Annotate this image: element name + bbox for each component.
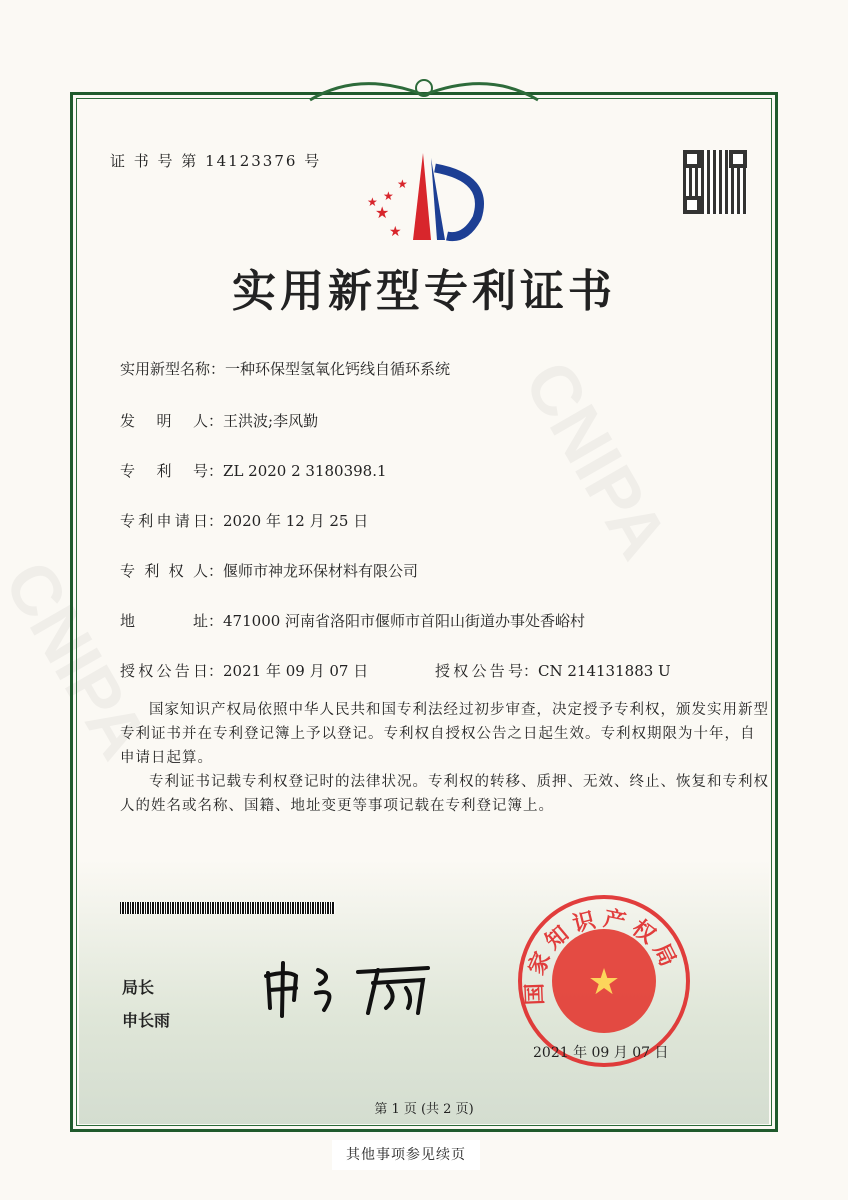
svg-text:★: ★ [383, 189, 394, 203]
page-title: 实用新型专利证书 [232, 266, 616, 317]
signatory-name: 申长雨 [122, 1011, 171, 1030]
svg-text:★: ★ [587, 962, 621, 1003]
svg-text:国家知识产权局: 国家知识产权局 [522, 905, 684, 1006]
field-announce-no: 授权公告号：CN 214131883 U [435, 662, 671, 680]
field-patentee: 专利权人：偃师市神龙环保材料有限公司 [120, 562, 419, 580]
svg-text:★: ★ [367, 195, 378, 209]
ornament-top [300, 70, 548, 110]
field-address: 地址：471000 河南省洛阳市偃师市首阳山街道办事处香峪村 [120, 612, 586, 630]
signature [258, 958, 448, 1018]
continued-note: 其他事项参见续页 [332, 1140, 480, 1170]
certificate-number: 证 书 号 第 14123376 号 [110, 152, 322, 170]
qr-code [683, 150, 747, 214]
seal-date: 2021 年 09 月 07 日 [533, 1045, 669, 1061]
certificate-statement: 国家知识产权局依照中华人民共和国专利法经过初步审查，决定授予专利权，颁发实用新型专利证书并在专利登记簿上予以登记。专利权自授权公告之日起生效。专利权期限为十年，自申请日起算。 专利证书记载专利权登记时的法律状况。专利权的转移、质押、无效、终止、恢复和专利权人的姓名或名称、国籍、地址变更等事项记载在专利登记簿上。 [120, 702, 769, 814]
barcode [120, 902, 335, 914]
signatory-title: 局长 [122, 978, 155, 997]
field-inventor: 发明人：王洪波;李风勤 [120, 412, 319, 430]
field-filing-date: 专利申请日：2020 年 12 月 25 日 [120, 512, 369, 530]
svg-text:★: ★ [389, 224, 402, 240]
svg-text:★: ★ [397, 177, 408, 191]
field-grant-date: 授权公告日：2021 年 09 月 07 日 [120, 662, 369, 680]
field-patent-no: 专利号：ZL 2020 2 3180398.1 [120, 462, 387, 480]
field-name: 实用新型名称：一种环保型氢氧化钙线自循环系统 [120, 360, 451, 378]
svg-text:★: ★ [375, 203, 390, 222]
cnipa-logo [365, 148, 490, 243]
page-info: 第 1 页 (共 2 页) [374, 1102, 474, 1117]
